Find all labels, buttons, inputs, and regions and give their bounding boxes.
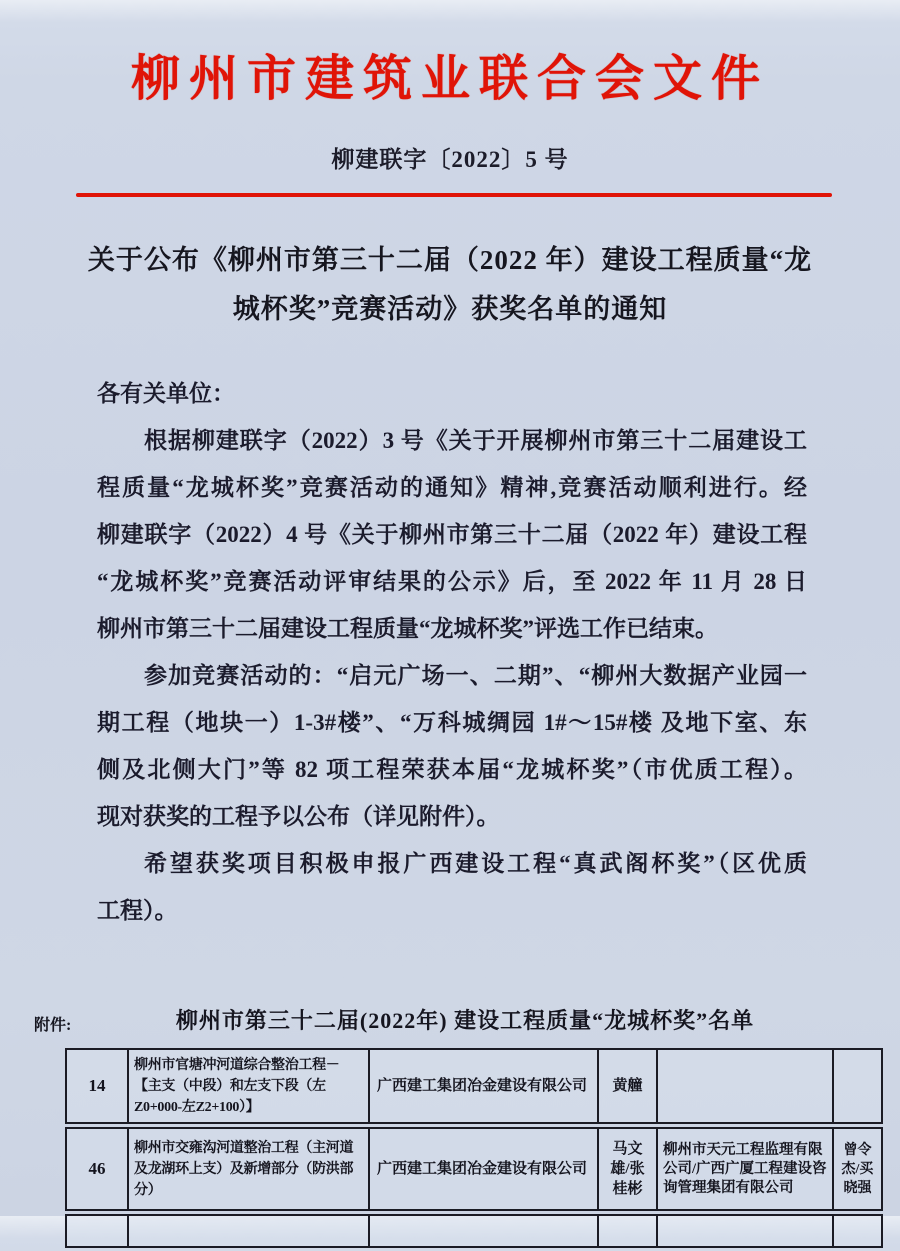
body-line: 希望获奖项目积极申报广西建设工程“真武阁杯奖”（区优质 [144, 851, 807, 876]
cell-builder-names: 马文雄/张桂彬 [597, 1129, 656, 1209]
body-line: “龙城杯奖”竞赛活动评审结果的公示》后，至 2022 年 11 月 28 日 [97, 569, 807, 594]
body-salutation: 各有关单位： [97, 381, 235, 406]
cell-supervisor-names [832, 1216, 881, 1246]
cell-construction-company: 广西建工集团冶金建设有限公司 [368, 1129, 597, 1209]
body-line: 柳建联字（2022）4 号《关于柳州市第三十二届（2022 年）建设工程 [97, 522, 807, 547]
cell-supervision-company: 柳州市天元工程监理有限公司/广西广厦工程建设咨询管理集团有限公司 [656, 1129, 832, 1209]
table-row [65, 1048, 883, 1124]
attachment-label: 附件: [34, 1017, 72, 1034]
cell-builder-names [597, 1216, 656, 1246]
body-line: 期工程（地块一）1-3#楼”、“万科城绸园 1#～15#楼 及地下室、东 [97, 710, 807, 735]
org-title: 柳州市建筑业联合会文件 [130, 51, 769, 106]
table-row-partial [65, 1214, 883, 1248]
cell-row-number: 14 [88, 1076, 106, 1095]
cell-project-name: 柳州市官塘冲河道综合整治工程－【主支（中段）和左支下段（左Z0+000-左Z2+100）】 [127, 1050, 368, 1122]
cell-builder-names: 黄艟 [597, 1050, 656, 1122]
body-line: 根据柳建联字（2022）3 号《关于开展柳州市第三十二届建设工 [144, 428, 807, 453]
award-table [65, 1048, 883, 1251]
attachment-title: 柳州市第三十二届(2022年) 建设工程质量“龙城杯奖”名单 [175, 1008, 755, 1033]
cell-supervision-company [656, 1216, 832, 1246]
cell-construction-company: 广西建工集团冶金建设有限公司 [368, 1050, 597, 1122]
notice-title-line2: 城杯奖”竞赛活动》获奖名单的通知 [232, 294, 668, 324]
cell-project-name: 柳州市交雍沟河道整治工程（主河道及龙湖环上支）及新增部分（防洪部分） [127, 1129, 368, 1209]
body-line: 参加竞赛活动的：“启元广场一、二期”、“柳州大数据产业园一 [144, 663, 807, 688]
notice-title-line1: 关于公布《柳州市第三十二届（2022 年）建设工程质量“龙 [87, 245, 813, 275]
body-line: 工程）。 [97, 898, 178, 923]
cell-supervision-company [656, 1050, 832, 1122]
cell-construction-company [368, 1216, 597, 1246]
red-divider-rule [76, 193, 832, 197]
cell-supervisor-names [832, 1050, 881, 1122]
table-row [65, 1127, 883, 1211]
body-line: 现对获奖的工程予以公布（详见附件）。 [97, 804, 500, 829]
notice-body [97, 370, 807, 934]
cell-supervisor-names: 曾令杰/买晓强 [832, 1129, 881, 1209]
doc-number: 柳建联字〔2022〕5 号 [331, 147, 569, 172]
body-line: 程质量“龙城杯奖”竞赛活动的通知》精神,竞赛活动顺利进行。经 [97, 475, 807, 500]
cell-row-number [67, 1216, 127, 1246]
cell-project-name [127, 1216, 368, 1246]
body-line: 柳州市第三十二届建设工程质量“龙城杯奖”评选工作已结束。 [97, 616, 718, 641]
body-line: 侧及北侧大门”等 82 项工程荣获本届“龙城杯奖”（市优质工程）。 [97, 757, 807, 782]
cell-row-number: 46 [88, 1159, 106, 1178]
